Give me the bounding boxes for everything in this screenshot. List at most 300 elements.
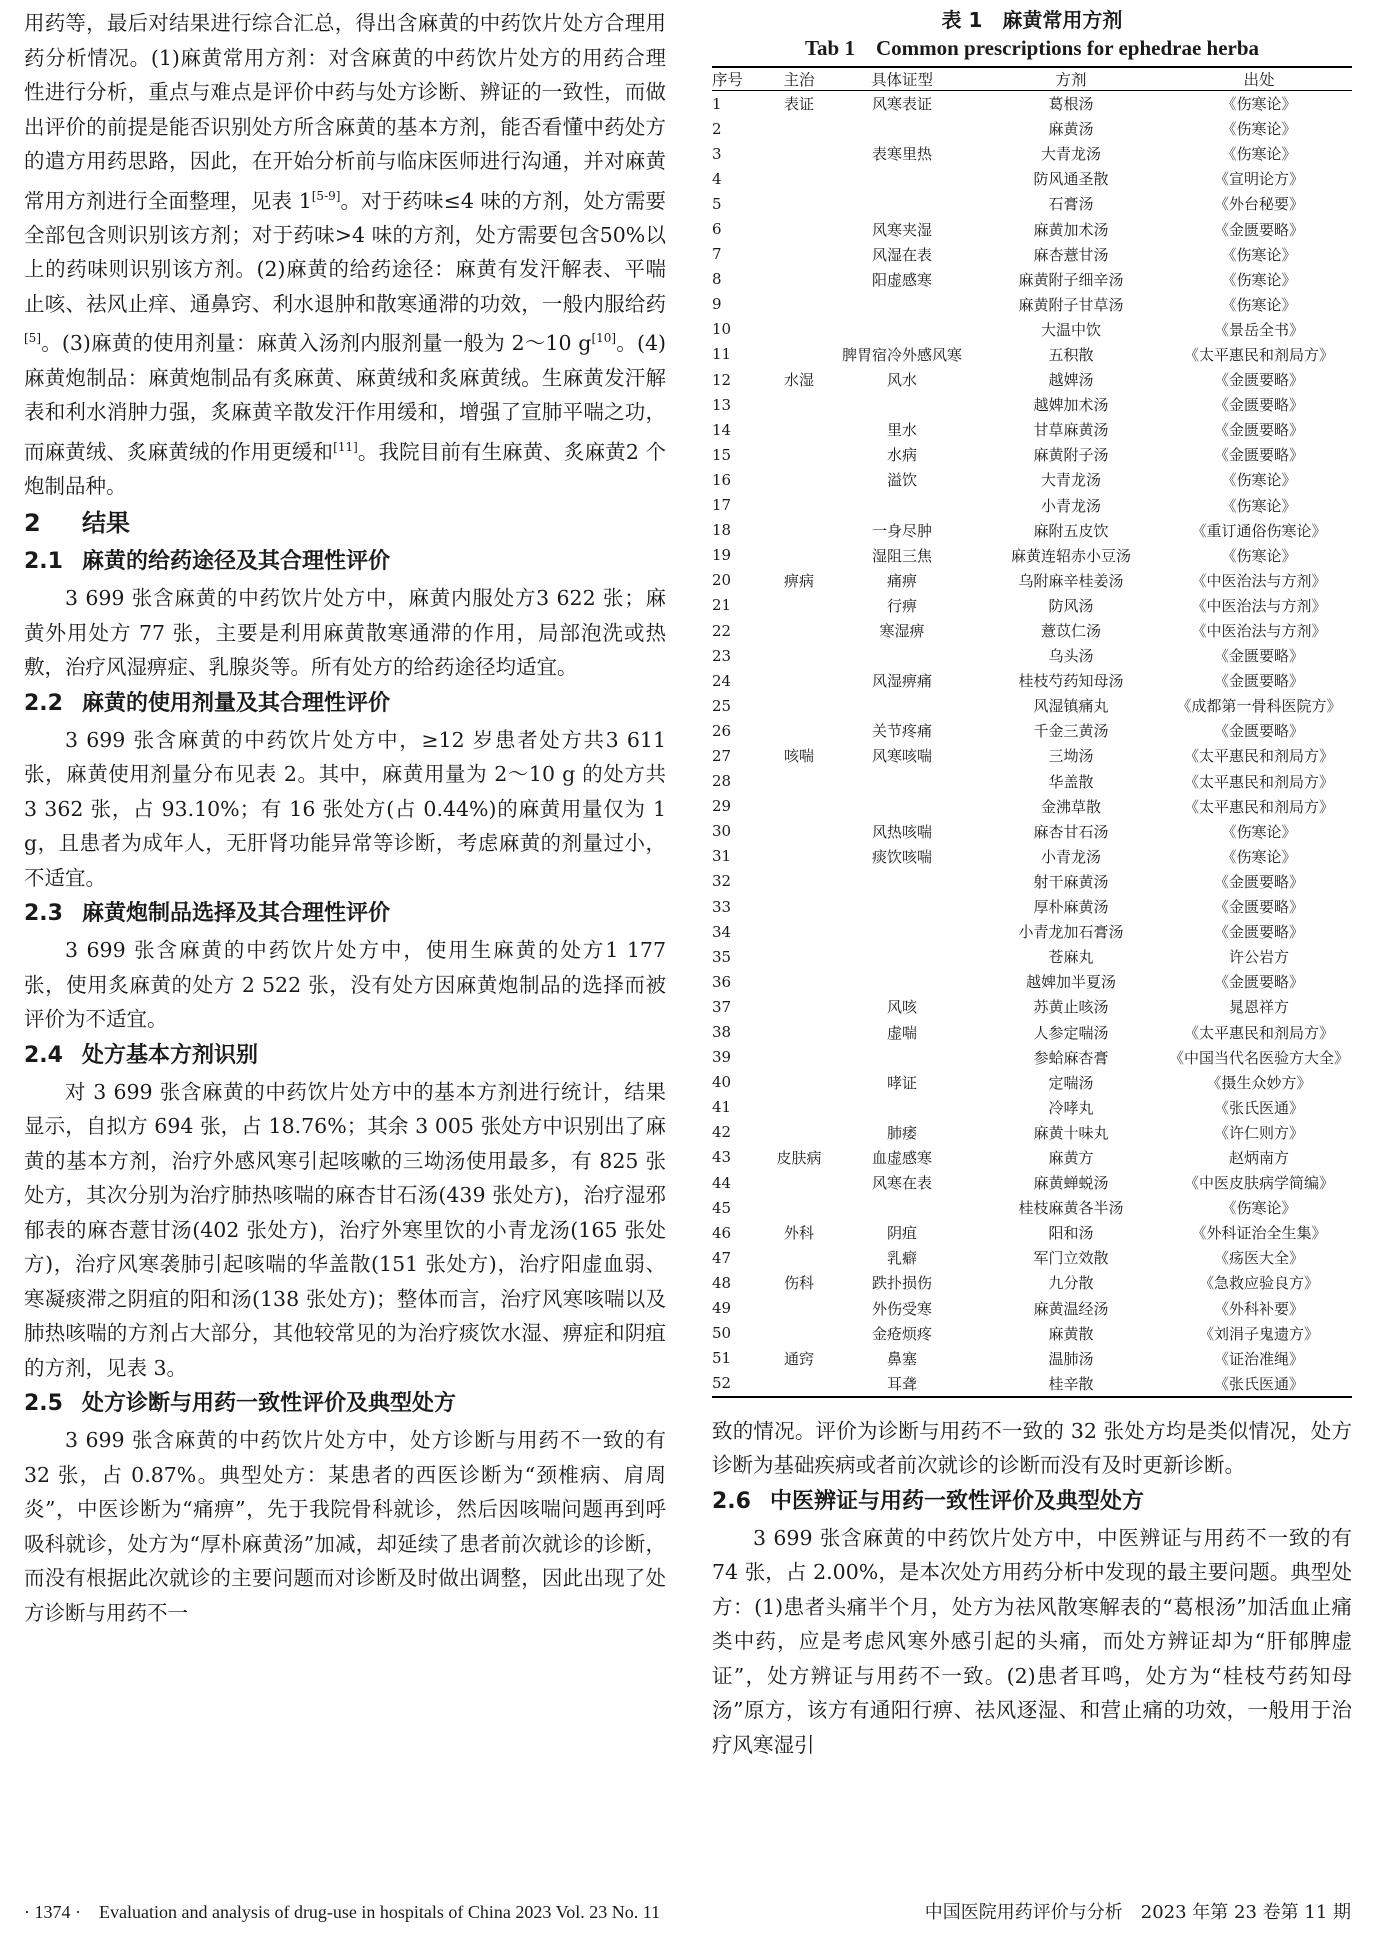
cell-source: 赵炳南方: [1228, 1148, 1289, 1167]
cell-prescription: 乌附麻辛桂姜汤: [1018, 571, 1124, 590]
cell-source: 《伤寒论》: [1221, 120, 1297, 139]
cell-number: 41: [712, 1098, 732, 1117]
table-row: [712, 693, 1352, 718]
cell-number: 37: [712, 997, 732, 1016]
cell-number: 17: [712, 496, 732, 515]
cell-syndrome: 一身尽肿: [871, 521, 932, 540]
cell-prescription: 麻黄十味丸: [1033, 1123, 1109, 1142]
cell-prescription: 射干麻黄汤: [1033, 872, 1109, 891]
cell-syndrome: 风咳: [886, 998, 917, 1017]
cell-indication: [770, 944, 828, 969]
cell-source: 晁恩祥方: [1228, 998, 1289, 1017]
cell-indication: [770, 543, 828, 568]
cell-syndrome: 鼻塞: [886, 1349, 917, 1368]
cell-syndrome: 阳虚感寒: [871, 270, 932, 289]
cell-prescription: 麻黄汤: [1048, 120, 1094, 139]
table-row: [712, 743, 1352, 768]
cell-syndrome: [828, 116, 976, 141]
cell-number: 8: [712, 270, 722, 289]
table-row: [712, 894, 1352, 919]
table-row: [712, 518, 1352, 543]
cell-syndrome: 寒湿痹: [879, 622, 925, 641]
cell-syndrome: [828, 794, 976, 819]
cell-source: 《金匮要略》: [1213, 872, 1304, 891]
cell-source: 《金匮要略》: [1213, 647, 1304, 666]
cell-source: 《景岳全书》: [1213, 320, 1304, 339]
cell-number: 20: [712, 571, 732, 590]
cell-indication: [770, 969, 828, 994]
cell-number: 44: [712, 1173, 732, 1192]
cell-source: 《张氏医通》: [1166, 1371, 1352, 1397]
cell-indication: [770, 618, 828, 643]
section-heading-2-6: 2.6 中医辨证与用药一致性评价及典型处方: [712, 1488, 1145, 1514]
cell-syndrome: [828, 392, 976, 417]
cell-syndrome: [828, 1095, 976, 1120]
cell-syndrome: [828, 1045, 976, 1070]
cell-prescription: 桂枝麻黄各半汤: [1018, 1199, 1124, 1218]
section-heading-2-1: 2.1 麻黄的给药途径及其合理性评价: [24, 549, 391, 575]
cell-syndrome: 风水: [886, 371, 917, 390]
cell-number: 51: [712, 1349, 732, 1368]
cell-prescription: 军门立效散: [1033, 1249, 1109, 1268]
section-heading-2-4: 2.4 处方基本方剂识别: [24, 1042, 259, 1068]
table-row: [712, 1371, 1352, 1397]
table-header-row: [712, 67, 1352, 91]
cell-source: 《伤寒论》: [1221, 295, 1297, 314]
cell-source: 《金匮要略》: [1213, 371, 1304, 390]
cell-source: 《太平惠民和剂局方》: [1183, 1023, 1334, 1042]
cell-prescription: 华盖散: [1048, 772, 1094, 791]
cell-indication: [770, 693, 828, 718]
table-row: [712, 1245, 1352, 1270]
cell-syndrome: 痛痹: [886, 571, 917, 590]
cell-syndrome: 外伤受寒: [871, 1299, 932, 1318]
cell-prescription: 麻杏甘石汤: [1033, 822, 1109, 841]
cell-prescription: 风湿镇痛丸: [1033, 697, 1109, 716]
cell-number: 1: [712, 94, 722, 113]
table-row: [712, 819, 1352, 844]
cell-syndrome: 里水: [886, 421, 917, 440]
table-row: [712, 467, 1352, 492]
cell-number: 23: [712, 646, 732, 665]
cell-syndrome: 虚喘: [886, 1023, 917, 1042]
table-row: [712, 593, 1352, 618]
cell-prescription: 麻黄蝉蜕汤: [1033, 1174, 1109, 1193]
cell-source: 《宣明论方》: [1213, 170, 1304, 189]
table-row: [712, 668, 1352, 693]
cell-source: 《太平惠民和剂局方》: [1183, 747, 1334, 766]
cell-prescription: 防风通圣散: [1033, 170, 1109, 189]
cell-number: 11: [712, 345, 732, 364]
cell-number: 36: [712, 972, 732, 991]
table-row: [712, 392, 1352, 417]
cell-indication: [770, 668, 828, 693]
cell-indication: [770, 1195, 828, 1220]
cell-number: 50: [712, 1324, 732, 1343]
section-heading-results: 2 结果: [24, 509, 130, 538]
cell-number: 42: [712, 1123, 732, 1142]
cell-number: 3: [712, 144, 722, 163]
cell-indication: 伤科: [783, 1274, 814, 1293]
intro-paragraph: 用药等，最后对结果进行综合汇总，得出含麻黄的中药饮片处方合理用药分析情况。(1)麻黄常用方剂：对含麻黄的中药饮片处方的用药合理性进行分析，重点与难点是评价中药与处方诊断、辨证的一致性，而做出评价的前提是能否识别处方所含麻黄的基本方剂，能否看懂中药处方的遣方用药思路，因此，在开始分析前与临床医师进行沟通，并对麻黄常用方剂进行全面整理，见表 1[5-9]。对于药味≤4 味的方剂，处方需要全部包含则识别该方剂；对于药味>4 味的方剂，处方需要包含50%以上的药味则识别该方剂。(2)麻黄的给药途径：麻黄有发汗解表、平喘止咳、祛风止痒、通鼻窍、利水退肿和散寒通滞的功效，一般内服给药[5]。(3)麻黄的使用剂量：麻黄入汤剂内服剂量一般为 2～10 g[10]。(4)麻黄炮制品：麻黄炮制品有炙麻黄、麻黄绒和炙麻黄绒。生麻黄发汗解表和利水消肿力强，炙麻黄辛散发汗作用缓和，增强了宣肺平喘之功，而麻黄绒、炙麻黄绒的作用更缓和[11]。我院目前有生麻黄、炙麻黄2 个炮制品种。: [24, 11, 667, 498]
cell-indication: [770, 1170, 828, 1195]
cell-prescription: 麻黄连轺赤小豆汤: [1010, 546, 1131, 565]
cell-source: 《外台秘要》: [1213, 195, 1304, 214]
cell-source: 《急救应验良方》: [1198, 1274, 1319, 1293]
cell-syndrome: [828, 969, 976, 994]
cell-indication: [770, 392, 828, 417]
cell-source: 《外科补要》: [1213, 1299, 1304, 1318]
cell-number: 46: [712, 1223, 732, 1242]
cell-prescription: 苍麻丸: [1048, 948, 1094, 967]
cell-number: 29: [712, 797, 732, 816]
footer-journal-cn: 中国医院用药评价与分析 2023 年第 23 卷第 11 期: [924, 1902, 1351, 1923]
cell-source: 《伤寒论》: [1221, 822, 1297, 841]
cell-syndrome: 血虚感寒: [871, 1148, 932, 1167]
cell-syndrome: [828, 919, 976, 944]
cell-prescription: 大青龙汤: [1040, 471, 1101, 490]
cell-source: 《伤寒论》: [1221, 1199, 1297, 1218]
table-row: [712, 1070, 1352, 1095]
cell-indication: [770, 1120, 828, 1145]
cell-number: 18: [712, 521, 732, 540]
cell-number: 33: [712, 897, 732, 916]
cell-syndrome: 乳癖: [886, 1249, 917, 1268]
cell-indication: [770, 844, 828, 869]
cell-prescription: 麻附五皮饮: [1033, 521, 1109, 540]
table-row: [712, 342, 1352, 367]
cell-syndrome: 表寒里热: [871, 145, 932, 164]
prescription-table: [712, 66, 1352, 1398]
cell-number: 7: [712, 245, 722, 264]
section-heading-2-2: 2.2 麻黄的使用剂量及其合理性评价: [24, 690, 391, 716]
cell-syndrome: [828, 769, 976, 794]
table-row: [712, 493, 1352, 518]
cell-prescription: 三坳汤: [1048, 747, 1094, 766]
cell-indication: [770, 794, 828, 819]
table-row: [712, 869, 1352, 894]
cell-number: 19: [712, 546, 732, 565]
table-row: [712, 1220, 1352, 1245]
cell-prescription: 桂辛散: [976, 1371, 1166, 1397]
cell-source: 《证治准绳》: [1213, 1349, 1304, 1368]
cell-prescription: 金沸草散: [1040, 797, 1101, 816]
cell-indication: [770, 166, 828, 191]
cell-indication: [770, 593, 828, 618]
table-row: [712, 1195, 1352, 1220]
table-row: [712, 116, 1352, 141]
cell-source: 《金匮要略》: [1213, 898, 1304, 917]
cell-syndrome: [828, 493, 976, 518]
table-row: [712, 1170, 1352, 1195]
cell-prescription: 麻黄附子甘草汤: [1018, 295, 1124, 314]
cell-source: 《成都第一骨科医院方》: [1176, 697, 1342, 716]
right-column: [712, 6, 1352, 1762]
cell-indication: [770, 994, 828, 1019]
paragraph-2-3: 3 699 张含麻黄的中药饮片处方中，使用生麻黄的处方1 177 张，使用炙麻黄的处方 2 522 张，没有处方因麻黄炮制品的选择而被评价为不适宜。: [24, 938, 666, 1032]
cell-syndrome: [828, 693, 976, 718]
cell-source: 《许仁则方》: [1213, 1123, 1304, 1142]
cell-source: 《外科证治全生集》: [1191, 1224, 1327, 1243]
cell-number: 28: [712, 772, 732, 791]
cell-indication: [770, 342, 828, 367]
cell-indication: [770, 1070, 828, 1095]
cell-source: 《中医皮肤病学简编》: [1183, 1174, 1334, 1193]
cell-number: 38: [712, 1023, 732, 1042]
cell-prescription: 五积散: [1048, 345, 1094, 364]
cell-source: 《中国当代名医验方大全》: [1168, 1048, 1349, 1067]
table-row: [712, 568, 1352, 593]
cell-prescription: 大温中饮: [1040, 320, 1101, 339]
cell-prescription: 麻杏薏甘汤: [1033, 245, 1109, 264]
paragraph-continued: 致的情况。评价为诊断与用药不一致的 32 张处方均是类似情况，处方诊断为基础疾病或者前次就诊的诊断而没有及时更新诊断。: [712, 1418, 1352, 1478]
cell-prescription: 小青龙加石膏汤: [1018, 923, 1124, 942]
table-row: [712, 417, 1352, 442]
cell-prescription: 麻黄附子细辛汤: [1018, 270, 1124, 289]
cell-number: 21: [712, 596, 732, 615]
cell-number: 32: [712, 872, 732, 891]
cell-source: 许公岩方: [1228, 948, 1289, 967]
header-source: 出处: [1166, 67, 1352, 91]
cell-source: 《中医治法与方剂》: [1191, 571, 1327, 590]
cell-indication: 痹病: [783, 571, 814, 590]
cell-source: 《金匮要略》: [1213, 421, 1304, 440]
cell-number: 49: [712, 1299, 732, 1318]
cell-source: 《刘涓子鬼遗方》: [1198, 1324, 1319, 1343]
cell-syndrome: 湿阻三焦: [871, 546, 932, 565]
table-row: [712, 618, 1352, 643]
cell-source: 《摄生众妙方》: [1206, 1073, 1312, 1092]
cell-indication: [770, 267, 828, 292]
cell-prescription: 越婢汤: [1048, 371, 1094, 390]
cell-source: 《中医治法与方剂》: [1191, 596, 1327, 615]
cell-number: 24: [712, 671, 732, 690]
cell-source: 《太平惠民和剂局方》: [1183, 345, 1334, 364]
cell-syndrome: [828, 1195, 976, 1220]
table-row: [712, 442, 1352, 467]
cell-syndrome: 溢饮: [886, 471, 917, 490]
cell-indication: [770, 819, 828, 844]
cell-prescription: 防风汤: [1048, 596, 1094, 615]
footer-journal-en: · 1374 · Evaluation and analysis of drug-use in hospitals of China 2023 Vol. 23 No. 11: [24, 1902, 661, 1922]
cell-syndrome: 关节疼痛: [871, 722, 932, 741]
cell-number: 5: [712, 194, 722, 213]
cell-indication: [770, 417, 828, 442]
cell-number: 26: [712, 721, 732, 740]
cell-number: 13: [712, 395, 732, 414]
cell-indication: [770, 442, 828, 467]
cell-prescription: 麻黄温经汤: [1033, 1299, 1109, 1318]
table-row: [712, 91, 1352, 117]
cell-source: 《伤寒论》: [1221, 546, 1297, 565]
cell-indication: [770, 292, 828, 317]
cell-indication: [770, 216, 828, 241]
cell-indication: [770, 1371, 828, 1397]
cell-prescription: 参蛤麻杏膏: [1033, 1048, 1109, 1067]
left-column: [24, 6, 666, 1630]
cell-indication: [770, 1045, 828, 1070]
table-row: [712, 267, 1352, 292]
cell-prescription: 小青龙汤: [1040, 847, 1101, 866]
cell-source: 《疡医大全》: [1213, 1249, 1304, 1268]
cell-indication: 皮肤病: [776, 1148, 822, 1167]
cell-source: 《伤寒论》: [1221, 847, 1297, 866]
paragraph-2-6: 3 699 张含麻黄的中药饮片处方中，中医辨证与用药不一致的有 74 张，占 2.00%，是本次处方用药分析中发现的最主要问题。典型处方：(1)患者头痛半个月，处方为祛风散寒解表的“葛根汤”加活血止痛类中药，应是考虑风寒外感引起的头痛，而处方辨证却为“肝郁脾虚证”，处方辨证与用药不一致。(2)患者耳鸣，处方为“桂枝芍药知母汤”原方，该方有通阳行痹、祛风逐湿、和营止痛的功效，一般用于治疗风寒湿引: [712, 1525, 1352, 1757]
cell-source: 《伤寒论》: [1221, 270, 1297, 289]
cell-prescription: 葛根汤: [1048, 95, 1094, 114]
cell-prescription: 麻黄加术汤: [1033, 220, 1109, 239]
cell-indication: [770, 869, 828, 894]
table-row: [712, 543, 1352, 568]
cell-source: 《金匮要略》: [1213, 220, 1304, 239]
cell-number: 35: [712, 947, 732, 966]
cell-syndrome: 风寒表证: [871, 95, 932, 114]
cell-prescription: 定喘汤: [1048, 1073, 1094, 1092]
cell-syndrome: 痰饮咳喘: [871, 847, 932, 866]
cell-indication: 外科: [783, 1224, 814, 1243]
cell-syndrome: 风寒夹湿: [871, 220, 932, 239]
cell-prescription: 厚朴麻黄汤: [1033, 898, 1109, 917]
cell-prescription: 九分散: [1048, 1274, 1094, 1293]
cell-indication: [770, 1296, 828, 1321]
cell-indication: [770, 116, 828, 141]
table-row: [712, 216, 1352, 241]
cell-number: 14: [712, 420, 732, 439]
cell-prescription: 薏苡仁汤: [1040, 622, 1101, 641]
cell-source: 《太平惠民和剂局方》: [1183, 772, 1334, 791]
cell-source: 《伤寒论》: [1221, 145, 1297, 164]
cell-source: 《金匮要略》: [1213, 446, 1304, 465]
table-row: [712, 944, 1352, 969]
cell-number: 16: [712, 470, 732, 489]
cell-number: 12: [712, 370, 732, 389]
cell-prescription: 冷哮丸: [1048, 1098, 1094, 1117]
cell-indication: 表证: [783, 95, 814, 114]
cell-prescription: 桂枝芍药知母汤: [1018, 672, 1124, 691]
cell-syndrome: [828, 643, 976, 668]
table-row: [712, 1145, 1352, 1170]
cell-syndrome: 风热咳喘: [871, 822, 932, 841]
cell-number: 48: [712, 1273, 732, 1292]
cell-indication: [770, 1245, 828, 1270]
section-heading-2-5: 2.5 处方诊断与用药一致性评价及典型处方: [24, 1391, 457, 1417]
cell-number: 27: [712, 746, 732, 765]
table-row: [712, 242, 1352, 267]
cell-indication: [770, 467, 828, 492]
table-row: [712, 191, 1352, 216]
table-row: [712, 919, 1352, 944]
cell-indication: [770, 191, 828, 216]
table-row: [712, 1095, 1352, 1120]
cell-prescription: 石膏汤: [1048, 195, 1094, 214]
table-row: [712, 769, 1352, 794]
cell-number: 22: [712, 621, 732, 640]
cell-prescription: 温肺汤: [1048, 1349, 1094, 1368]
cell-source: 《金匮要略》: [1213, 672, 1304, 691]
cell-number: 6: [712, 220, 722, 239]
cell-prescription: 苏黄止咳汤: [1033, 998, 1109, 1017]
table-row: [712, 367, 1352, 392]
cell-syndrome: 耳聋: [828, 1371, 976, 1397]
paragraph-2-2: 3 699 张含麻黄的中药饮片处方中，≥12 岁患者处方共3 611 张，麻黄使用剂量分布见表 2。其中，麻黄用量为 2～10 g 的处方共 3 362 张，占 93.10%；有 16 张处方(占 0.44%)的麻黄用量仅为 1 g，且患者为成年人，无肝肾功能异常等诊断，考虑麻黄的剂量过小，不适宜。: [24, 727, 666, 890]
cell-source: 《金匮要略》: [1213, 923, 1304, 942]
cell-number: 15: [712, 445, 732, 464]
cell-number: 45: [712, 1198, 732, 1217]
cell-syndrome: 风寒在表: [871, 1174, 932, 1193]
table-row: [712, 969, 1352, 994]
cell-indication: [770, 1321, 828, 1346]
cell-syndrome: 风寒咳喘: [871, 747, 932, 766]
cell-syndrome: [828, 894, 976, 919]
cell-number: 2: [712, 119, 722, 138]
cell-number: 9: [712, 295, 722, 314]
cell-syndrome: [828, 191, 976, 216]
cell-number: 43: [712, 1148, 732, 1167]
cell-syndrome: [828, 869, 976, 894]
cell-number: 52: [712, 1371, 770, 1397]
cell-source: 《伤寒论》: [1221, 496, 1297, 515]
section-heading-2-3: 2.3 麻黄炮制品选择及其合理性评价: [24, 901, 391, 927]
cell-number: 39: [712, 1048, 732, 1067]
table-title-cn: 表 1 麻黄常用方剂: [941, 8, 1123, 32]
cell-prescription: 千金三黄汤: [1033, 722, 1109, 741]
cell-syndrome: [828, 944, 976, 969]
cell-indication: [770, 141, 828, 166]
cell-indication: [770, 718, 828, 743]
cell-indication: [770, 1019, 828, 1044]
table-row: [712, 1045, 1352, 1070]
cell-syndrome: 脾胃宿冷外感风寒: [841, 345, 962, 364]
cell-prescription: 甘草麻黄汤: [1033, 421, 1109, 440]
cell-number: 4: [712, 169, 722, 188]
cell-indication: [770, 643, 828, 668]
header-syndrome: 具体证型: [828, 67, 976, 91]
cell-number: 10: [712, 320, 732, 339]
cell-syndrome: [828, 292, 976, 317]
cell-indication: 通窍: [783, 1349, 814, 1368]
cell-indication: [770, 317, 828, 342]
cell-source: 《伤寒论》: [1221, 245, 1297, 264]
cell-number: 40: [712, 1073, 732, 1092]
header-number: 序号: [712, 67, 770, 91]
table-row: [712, 643, 1352, 668]
cell-prescription: 麻黄方: [1048, 1148, 1094, 1167]
cell-prescription: 麻黄散: [1048, 1324, 1094, 1343]
cell-source: 《重订通俗伤寒论》: [1191, 521, 1327, 540]
cell-syndrome: 风湿痹痛: [871, 672, 932, 691]
cell-number: 47: [712, 1248, 732, 1267]
table-row: [712, 1346, 1352, 1371]
cell-indication: [770, 493, 828, 518]
cell-indication: [770, 894, 828, 919]
cell-syndrome: [828, 166, 976, 191]
cell-prescription: 越婢加半夏汤: [1025, 973, 1116, 992]
cell-prescription: 麻黄附子汤: [1033, 446, 1109, 465]
cell-number: 34: [712, 922, 732, 941]
cell-syndrome: [828, 317, 976, 342]
paragraph-2-5: 3 699 张含麻黄的中药饮片处方中，处方诊断与用药不一致的有 32 张，占 0.87%。典型处方：某患者的西医诊断为“颈椎病、肩周炎”，中医诊断为“痛痹”，先于我院骨科就诊，然后因咳喘问题再到呼吸科就诊，处方为“厚朴麻黄汤”加减，却延续了患者前次就诊的诊断，而没有根据此次就诊的主要问题而对诊断及时做出调整，因此出现了处方诊断与用药不一: [24, 1428, 666, 1625]
table-row: [712, 1120, 1352, 1145]
table-row: [712, 1270, 1352, 1295]
table-row: [712, 317, 1352, 342]
table-row: [712, 1321, 1352, 1346]
cell-prescription: 小青龙汤: [1040, 496, 1101, 515]
table-row: [712, 994, 1352, 1019]
cell-prescription: 越婢加术汤: [1033, 396, 1109, 415]
table-row: [712, 718, 1352, 743]
table-row: [712, 141, 1352, 166]
cell-source: 《伤寒论》: [1221, 471, 1297, 490]
